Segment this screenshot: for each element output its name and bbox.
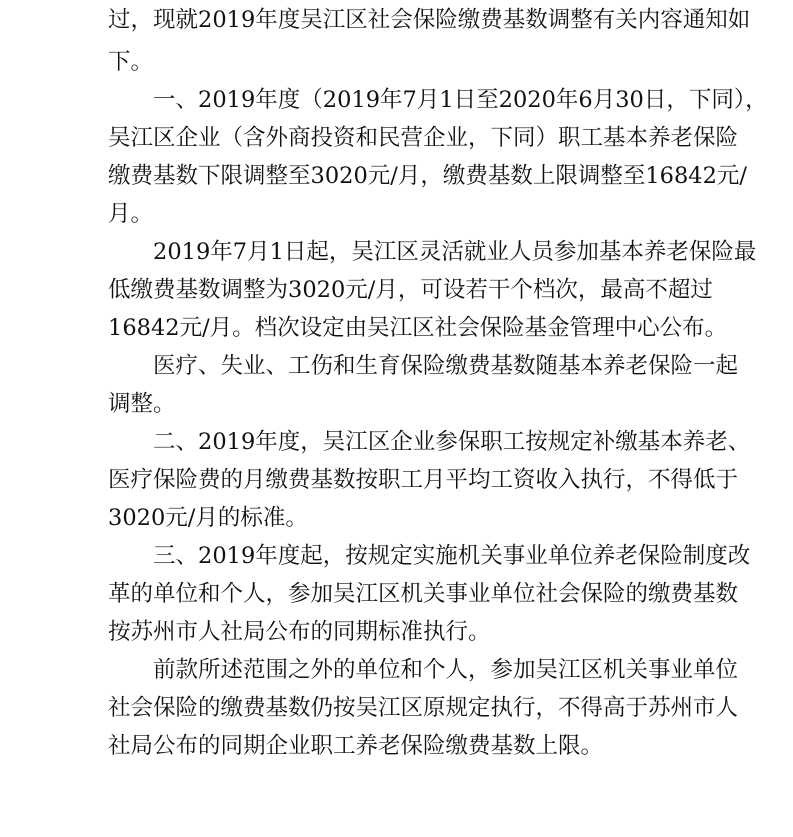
text-line: 3020元/月的标准。 [108,505,308,531]
text-line: 医疗、失业、工伤和生育保险缴费基数随基本养老保险一起 [153,353,739,379]
text-line: 社局公布的同期企业职工养老保险缴费基数上限。 [108,733,604,759]
text-line: 革的单位和个人，参加吴江区机关事业单位社会保险的缴费基数 [108,581,739,607]
text-line: 月。 [108,201,154,227]
text-line: 医疗保险费的月缴费基数按职工月平均工资收入执行，不得低于 [108,467,739,493]
text-line: 社会保险的缴费基数仍按吴江区原规定执行，不得高于苏州市人 [108,695,739,721]
text-line: 低缴费基数调整为3020元/月，可设若干个档次，最高不超过 [108,277,713,303]
text-line: 二、2019年度，吴江区企业参保职工按规定补缴基本养老、 [153,429,751,455]
text-line: 2019年7月1日起，吴江区灵活就业人员参加基本养老保险最 [153,239,757,265]
text-line: 缴费基数下限调整至3020元/月，缴费基数上限调整至16842元/ [108,163,747,189]
text-line: 按苏州市人社局公布的同期标准执行。 [108,619,491,645]
text-line: 一、2019年度（2019年7月1日至2020年6月30日，下同）， [153,87,768,113]
text-line: 三、2019年度起，按规定实施机关事业单位养老保险制度改 [153,543,751,569]
text-line: 16842元/月。档次设定由吴江区社会保险基金管理中心公布。 [108,315,728,341]
text-line: 调整。 [108,391,176,417]
text-line: 过，现就2019年度吴江区社会保险缴费基数调整有关内容通知如 [108,7,751,33]
text-line: 吴江区企业（含外商投资和民营企业，下同）职工基本养老保险 [108,125,739,151]
text-line: 前款所述范围之外的单位和个人，参加吴江区机关事业单位 [153,657,739,683]
text-line: 下。 [108,49,154,75]
